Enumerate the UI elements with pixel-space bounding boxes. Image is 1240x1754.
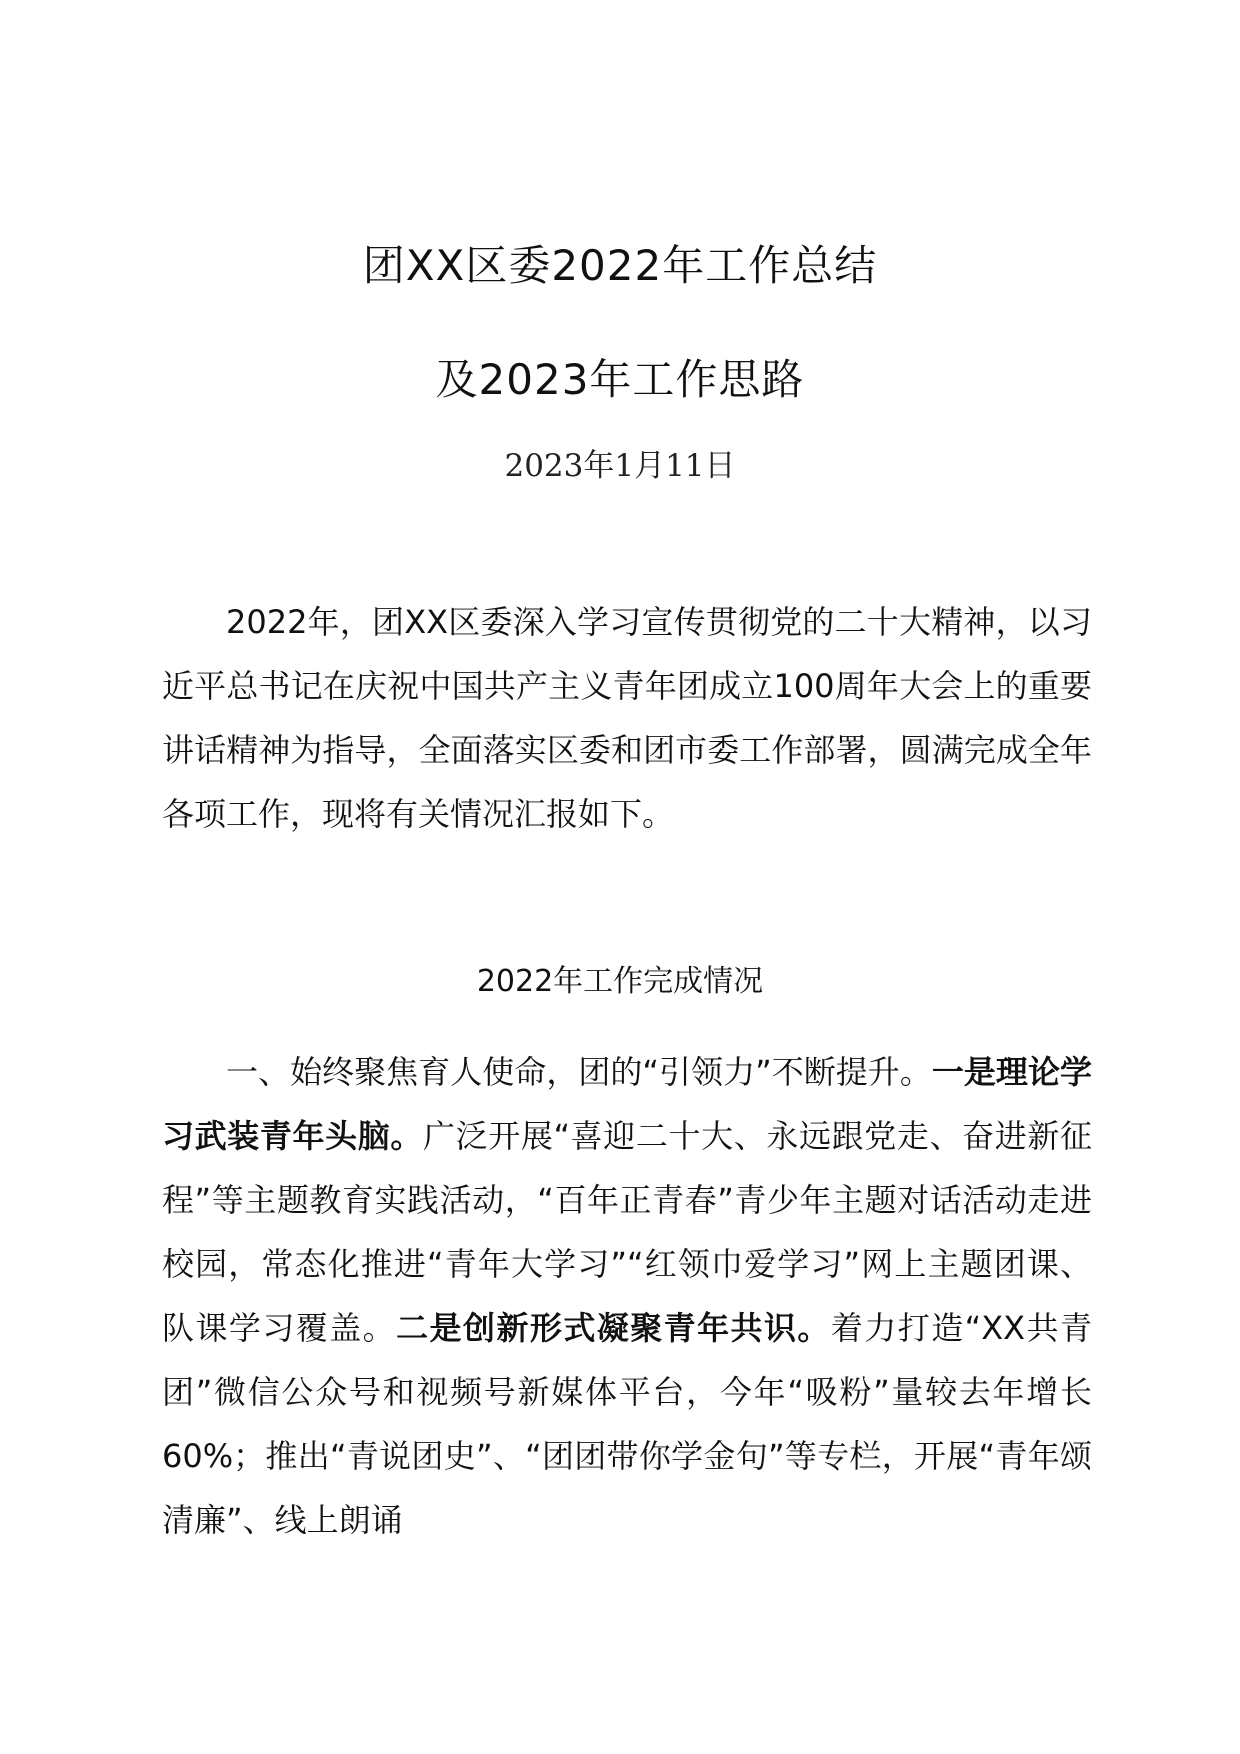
document-date: 2023年1月11日 [504,448,736,484]
intro-text: 2022年，团XX区委深入学习宣传贯彻党的二十大精神，以习近平总书记在庆祝中国共产主义青年团成立100周年大会上的重要讲话精神为指导，全面落实区委和团市委工作部署，圆满完成全年各项工作，现将有关情况汇报如下。 [162,603,1092,833]
point2-text: 着力打造“XX共青团”微信公众号和视频号新媒体平台，今年“吸粉”量较去年增长60%；推出“青说团史”、“团团带你学金句”等专栏，开展“青年颂清廉”、线上朗诵 [162,1309,1092,1539]
document-title-line2: 及2023年工作思路 [435,355,805,404]
section-heading: 2022年工作完成情况 [476,964,764,999]
section1-lead: 一、始终聚焦育人使命，团的“引领力”不断提升。 [226,1053,932,1091]
point2-title: 二是创新形式凝聚青年共识。 [396,1309,831,1347]
point1-text: 广泛开展“喜迎二十大、永远跟党走、奋进新征程”等主题教育实践活动，“百年正青春”青少年主题对话活动走进校园，常态化推进“青年大学习”“红领巾爱学习”网上主题团课、队课学习覆盖。 [162,1117,1092,1347]
intro-paragraph [162,590,1092,850]
point1-title: 一是理论学习武装青年头脑。 [162,1053,1092,1155]
section1-paragraph [162,1040,1092,1552]
document-title-line1: 团XX区委2022年工作总结 [362,241,878,290]
